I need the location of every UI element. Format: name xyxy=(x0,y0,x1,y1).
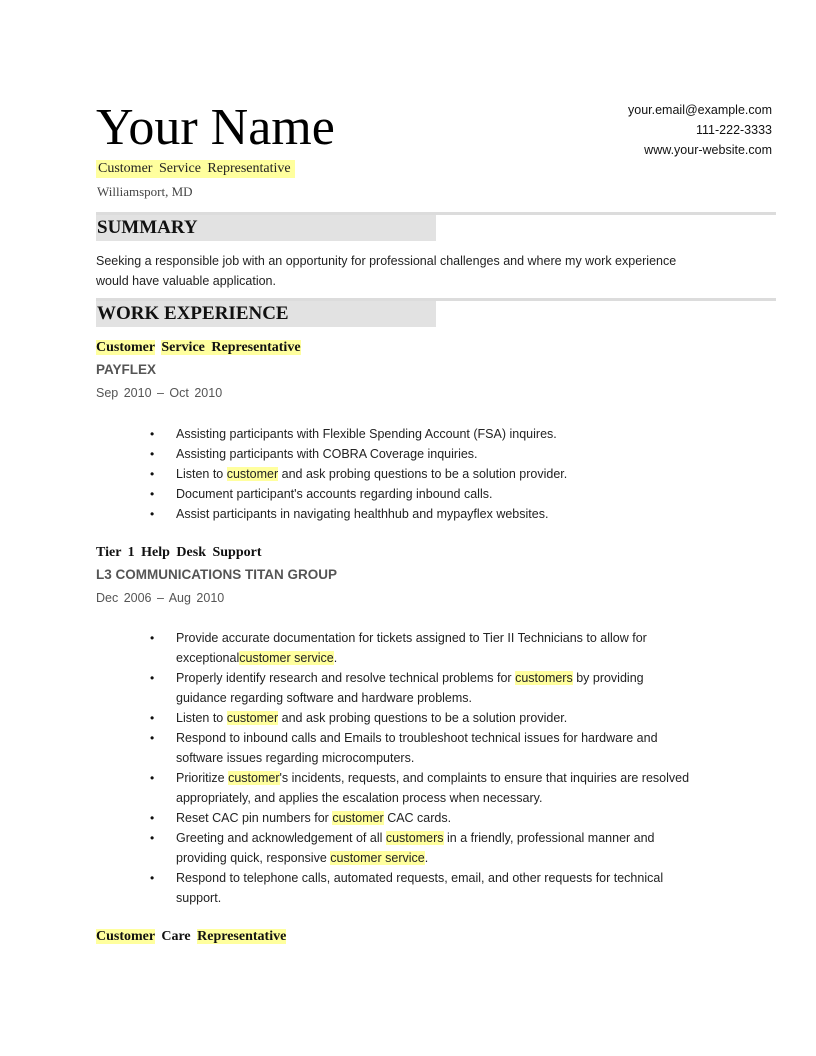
bullet-text: Prioritize xyxy=(176,771,229,785)
job-2-company: L3 COMMUNICATIONS TITAN GROUP xyxy=(96,567,337,582)
bullet-text: in a friendly, professional manner and providing quick, responsive xyxy=(176,831,655,865)
job-1-company: PAYFLEX xyxy=(96,362,157,377)
list-item xyxy=(176,668,696,708)
job-1-title xyxy=(96,339,301,357)
job-3-title-part-1: Customer xyxy=(96,929,155,944)
bullet-text: 's incidents, requests, and complaints to ensure that inquiries are resolved appropriately, and applies the escalation process when necessary. xyxy=(176,771,690,805)
list-item xyxy=(176,808,696,828)
list-item xyxy=(176,504,696,524)
bullet-text: and ask probing questions to be a solution provider. xyxy=(278,711,568,725)
bullet-text: Listen to xyxy=(176,467,227,481)
list-item xyxy=(176,768,696,808)
bullet-text: Assist participants in navigating healthhub and mypayflex websites. xyxy=(176,507,549,521)
resume-name: Your Name xyxy=(96,99,335,156)
job-3-title-part-2: Care xyxy=(161,929,191,944)
job-1-title-part-2: Service Representative xyxy=(161,340,301,355)
keyword-highlight: customer service xyxy=(239,651,334,665)
bullet-text: Respond to inbound calls and Emails to troubleshoot technical issues for hardware and software issues regarding microcomputers. xyxy=(176,731,658,765)
bullet-text: Provide accurate documentation for tickets assigned to Tier II Technicians to allow for exceptional xyxy=(176,631,647,665)
list-item xyxy=(176,708,696,728)
list-item xyxy=(176,444,696,464)
contact-email[interactable]: your.email@example.com xyxy=(628,103,772,117)
bullet-text: CAC cards. xyxy=(383,811,452,825)
work-experience-heading: WORK EXPERIENCE xyxy=(96,301,436,327)
list-item xyxy=(176,484,696,504)
bullet-text: . xyxy=(424,851,429,865)
summary-heading: SUMMARY xyxy=(96,215,436,241)
bullet-text: Respond to telephone calls, automated requests, email, and other requests for technical support. xyxy=(176,871,664,905)
contact-block xyxy=(628,100,772,160)
job-1-dates: Sep 2010 – Oct 2010 xyxy=(96,386,223,400)
list-item xyxy=(176,628,696,668)
list-item xyxy=(176,728,696,768)
bullet-text: Reset CAC pin numbers for xyxy=(176,811,333,825)
list-item xyxy=(176,868,696,908)
job-1-bullets xyxy=(176,424,696,524)
summary-text xyxy=(96,251,716,291)
bullet-text: Properly identify research and resolve technical problems for xyxy=(176,671,516,685)
job-2-title: Tier 1 Help Desk Support xyxy=(96,545,262,560)
list-item xyxy=(176,828,696,868)
resume-headline: Customer Service Representative xyxy=(96,160,295,178)
list-item xyxy=(176,424,696,444)
summary-line-1: Seeking a responsible job with an opportunity for professional challenges and where my work experience xyxy=(96,254,677,268)
job-2-bullets xyxy=(176,628,696,908)
keyword-highlight: customers xyxy=(515,671,573,685)
contact-phone: 111-222-3333 xyxy=(696,123,772,137)
keyword-highlight: customer xyxy=(226,467,279,481)
contact-website[interactable]: www.your-website.com xyxy=(644,143,772,157)
bullet-text: . xyxy=(333,651,338,665)
bullet-text: by providing guidance regarding software and hardware problems. xyxy=(176,671,644,705)
keyword-highlight: customer xyxy=(332,811,384,825)
job-3-title-part-3: Representative xyxy=(197,929,287,944)
list-item xyxy=(176,464,696,484)
keyword-highlight: customers xyxy=(385,831,444,845)
job-3-title xyxy=(96,928,286,946)
summary-line-2: would have valuable application. xyxy=(96,274,276,288)
bullet-text: Assisting participants with COBRA Coverage inquiries. xyxy=(176,447,478,461)
job-2-dates: Dec 2006 – Aug 2010 xyxy=(96,591,225,605)
bullet-text: Listen to xyxy=(176,711,227,725)
bullet-text: Assisting participants with Flexible Spending Account (FSA) inquires. xyxy=(176,427,557,441)
bullet-text: Greeting and acknowledgement of all xyxy=(176,831,386,845)
keyword-highlight: customer xyxy=(226,711,279,725)
bullet-text: and ask probing questions to be a solution provider. xyxy=(278,467,568,481)
keyword-highlight: customer xyxy=(228,771,280,785)
bullet-text: Document participant's accounts regarding inbound calls. xyxy=(176,487,493,501)
job-1-title-part-1: Customer xyxy=(96,340,155,355)
keyword-highlight: customer service xyxy=(330,851,425,865)
resume-location: Williamsport, MD xyxy=(97,184,193,199)
